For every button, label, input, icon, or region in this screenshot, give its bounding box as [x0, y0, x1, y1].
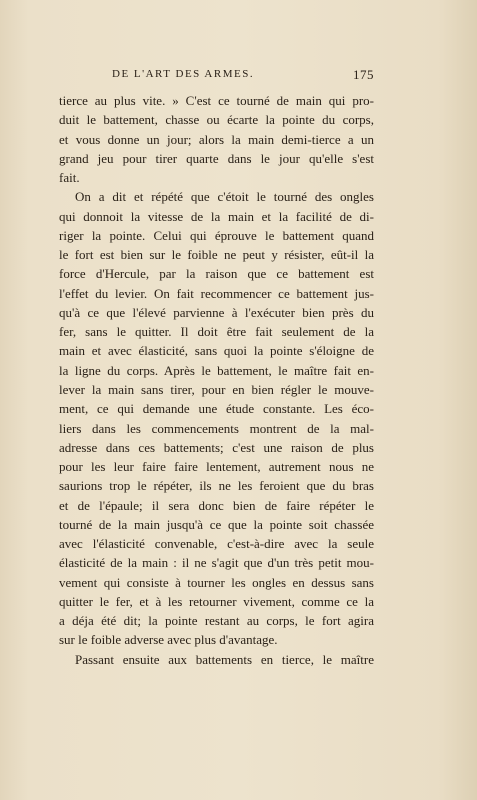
text-line: main et avec élasticité, sans quoi la pointe s'éloigne de: [59, 343, 374, 359]
text-line: l'effet du levier. On fait recommencer ce battement jus-: [59, 285, 374, 301]
text-line: avec l'élasticité convenable, c'est-à-dire avec la seule: [59, 536, 374, 552]
text-line: fer, sans le quitter. Il doit être fait seulement de la: [59, 324, 374, 340]
text-line: et vous donne un jour; alors la main demi-tierce a un: [59, 131, 374, 147]
text-line: saurions trop le répéter, ils ne les feroient que du bras: [59, 478, 374, 494]
text-line: lever la main sans tirer, pour en bien régler le mouve-: [59, 381, 374, 397]
text-line: ment, ce qui demande une étude constante. Les éco-: [59, 401, 374, 417]
text-line: a déja été dit; la pointe restant au corps, le fort agira: [59, 613, 374, 629]
text-line: pour les leur faire faire lentement, autrement nous ne: [59, 459, 374, 475]
text-line: On a dit et répété que c'étoit le tourné des ongles: [75, 189, 374, 205]
running-head: [112, 68, 374, 86]
text-line: la ligne du corps. Après le battement, le maître fait en-: [59, 362, 374, 378]
text-line: élasticité de la main : il ne s'agit que d'un très petit mou-: [59, 555, 374, 571]
text-line: riger la pointe. Celui qui éprouve le battement quand: [59, 227, 374, 243]
text-line: grand jeu pour tirer quarte dans le jour qu'elle s'est: [59, 150, 374, 166]
running-title: DE L'ART DES ARMES.: [112, 68, 255, 80]
text-line: quitter le fer, et à les retourner vivement, comme ce la: [59, 593, 374, 609]
text-line: qu'à ce que l'élevé parvienne à l'exécuter bien près du: [59, 304, 374, 320]
text-line: tourné de la main jusqu'à ce que la pointe soit chassée: [59, 516, 374, 532]
text-line: force d'Hercule, par la raison que ce battement est: [59, 266, 374, 282]
text-line: et de l'épaule; il sera donc bien de faire répéter le: [59, 497, 374, 513]
text-line: liers dans les commencements montrent de la mal-: [59, 420, 374, 436]
text-line: duit le battement, chasse ou écarte la pointe du corps,: [59, 112, 374, 128]
text-line: adresse dans ces battements; c'est une raison de plus: [59, 439, 374, 455]
text-line: fait.: [59, 170, 80, 186]
text-line: sur le foible adverse avec plus d'avantage.: [59, 632, 278, 648]
text-line: qui donnoit la vitesse de la main et la facilité de di-: [59, 208, 374, 224]
page-number: 175: [353, 67, 374, 82]
text-line: vement qui consiste à tourner les ongles en dessus sans: [59, 574, 374, 590]
text-line: tierce au plus vite. » C'est ce tourné de main qui pro-: [59, 93, 374, 108]
text-line: le fort est bien sur le foible ne peut y résister, eût-il la: [59, 247, 374, 263]
body-text: [59, 91, 374, 669]
text-line: Passant ensuite aux battements en tierce, le maître: [75, 651, 374, 667]
